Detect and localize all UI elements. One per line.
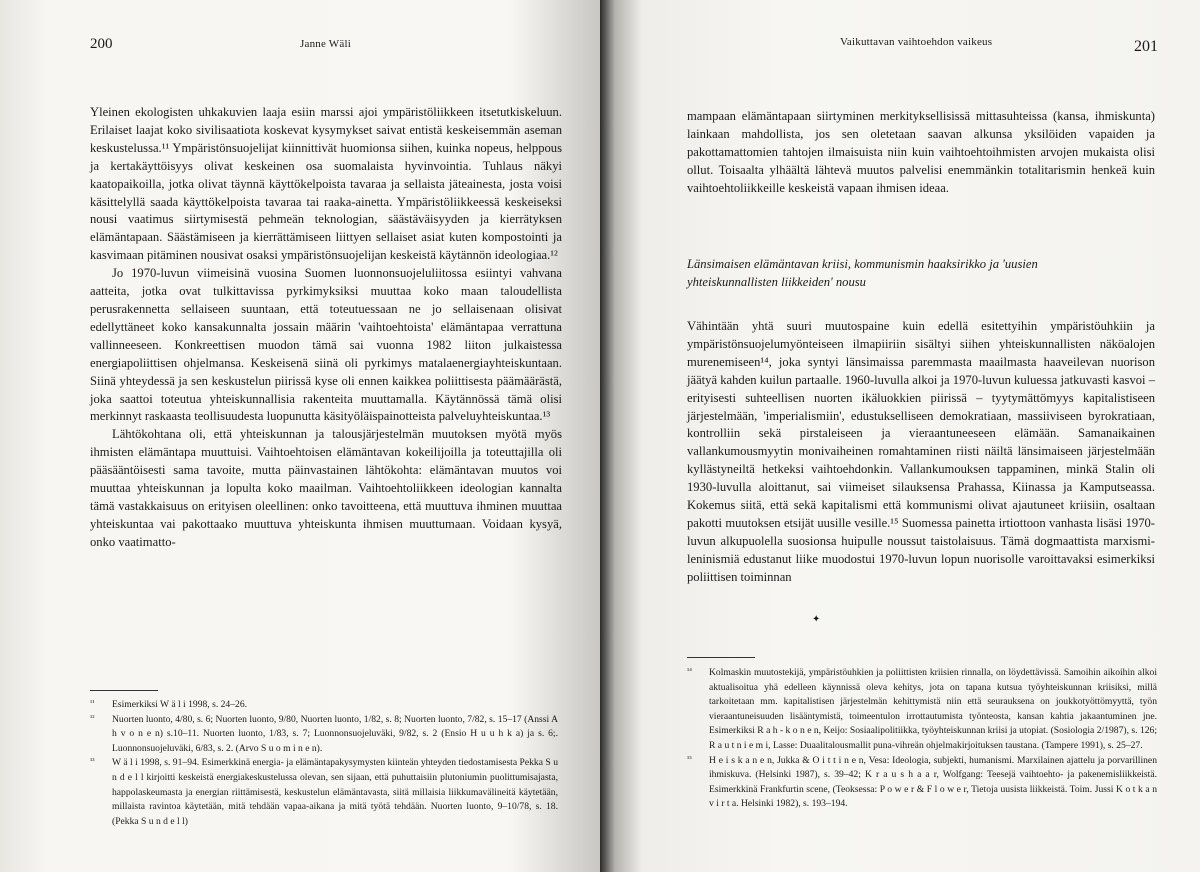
- running-head: Vaikuttavan vaihtoehdon vaikeus: [840, 36, 993, 48]
- footnote-number: ¹²: [90, 712, 95, 722]
- footnote-rule: [90, 690, 158, 691]
- paragraph: Lähtökohtana oli, että yhteiskunnan ja talousjärjestelmän muutoksen myötä myös ihmisten elämäntapa muuttuisi. Vaihtoehtoisen elämäntavan kokeilijoilla ja toteuttajilla oli pääsääntöisesti sama tavoite, mutta päinvastainen lähtökohta: elämäntavan muutos voi muuttaa yhteiskunnan ja lopulta koko maailman. Vaihtoehtoliikkeen ideologian kannalta tämä vastakkaisuus on erityisen oleellinen: onko tavoitteena, että muuttuva ihminen muuttaa yhteiskuntaa vai pakottaako muuttuva yhteiskunta ihmisen muuttumaan. Voidaan kysyä, onko vaatimatto-: [90, 427, 562, 549]
- footnote-rule: [687, 657, 755, 658]
- footnote-text: Esimerkiksi W ä l i 1998, s. 24–26.: [112, 699, 248, 710]
- right-page: [600, 0, 1200, 872]
- paragraph: Yleinen ekologisten uhkakuvien laaja esiin marssi ajoi ympäristöliikkeen itsetutkiskeluun. Erilaiset laajat koko sivilisaatiota koskevat kysymykset saivat entistä keskeisemmän aseman keskustelussa.¹¹ Ympäristönsuojelijat kiinnittivät huomionsa siihen, kuinka nopeus, helppous ja kertakäyttöisyys olivat keskeinen osa suomalaista hyvinvointia. Tuhlaus näkyi kaatopaikoilla, jotka olivat täynnä käyttökelpoista tavaraa ja sellaista jäteainesta, josta voisi käsittelyllä saada käyttökelpoista tavaraa tai raaka-ainetta. Ympäristöliikkeessä keskeiseksi nousi vaatimus siirtymisestä pehmeän teknologian, säästäväisyyden ja kierrätyksen elämäntapaan. Säästämiseen ja kierrättämiseen liittyen sellaiset asiat kuten kompostointi ja kasvimaan pitäminen nousivat osaksi ympäristönsuojelijan keskeistä käytännön ideologiaa.¹²: [90, 105, 562, 263]
- page-number: 200: [90, 36, 113, 52]
- footnote-text: Kolmaskin muutostekijä, ympäristöuhkien ja poliittisten kriisien rinnalla, on löydettävissä. Samoihin aikoihin alkoi aktualisoitua yhä edelleen käynnissä oleva kehitys, jota on tapana kutsua työyhteiskunnan kriisiksi, millä tarkoitetaan mm. kapitalistisen järjestelmän kehittymistä niin että seurauksena on joukkotyöttömyyttä, työn vieraantuneisuuden lisääntymistä, toimeentulon irrottautumista työnteosta, kansan kahtia jakaantuminen jne. Esimerkiksi R a h - k o n e n, Keijo: Sosiaalipolitiikka, työyhteiskunnan kriisi ja utopiat. (Sosiologia 2/1987), s. 126; R a u t n i e m i, Lasse: Duaalitalousmallit puna-vihreän ohjelmakirjoituksen taustana. (Tampere 1991), s. 25–27.: [709, 667, 1157, 751]
- footnote-text: Nuorten luonto, 4/80, s. 6; Nuorten luonto, 9/80, Nuorten luonto, 1/82, s. 8; Nuorten luonto, 7/82, s. 15–17 (Anssi A h v o n e n) s.10–11. Nuorten luonto, 1/83, s. 7; Luonnonsuojeluväki, 9/82, s. 2 (Ensio H u u h k a) ja s. 6;. Luonnonsuojeluväki, 6/83, s. 2. (Arvo S u o m i n e n).: [112, 713, 558, 754]
- footnote: [687, 666, 1157, 754]
- footnote: [90, 713, 558, 757]
- paragraph: mampaan elämäntapaan siirtyminen merkityksellisissä mittasuhteissa (kansa, ihmiskunta) lainkaan mahdollista, jos sen oletetaan saavan alkunsa yksilöiden vapaiden ja pakottamattomien tahtojen ilmaisuista niin kuin vaihtoehtoihmisten arvojen mukaista olisi ollut. Toisaalta ylhäältä lähtevä muutos palvelisi enemmänkin totalitarismin henkeä kuin vaihtoehtoliikkeille keskeistä vapaan ihmisen ideaa.: [687, 109, 1155, 195]
- footnote: [90, 698, 558, 713]
- running-head: Janne Wäli: [300, 38, 351, 50]
- body-text: [687, 318, 1155, 587]
- paragraph: Vähintään yhtä suuri muutospaine kuin edellä esitettyihin ympäristöuhkiin ja ympäristönsuojelumyönteiseen ilmapiiriin sisältyi siihen yhteiskunnallisten näköalojen murenemiseen¹⁴, joka syntyi länsimaissa paremmasta maailmasta haaveilevan nuorison jäätyä kahden kuilun partaalle. 1960-luvulla alkoi ja 1970-luvun kuluessa jatkuvasti kasvoi – erityisesti suhteellisen nuorten ikäluokkien piirissä – tyytymättömyys kapitalistiseen järjestelmään, 'imperialismiin', edustukselliseen demokratiaan, massiiviseen byrokratiaan, kontrolliin sekä pirstaleiseen ja vieraantuneeseen elämään. Samanaikainen vallankumousmyytin monivaiheinen romahtaminen riisti näiltä länsimaiseen järjestelmään kyllästyneiltä hetkeksi vaihtoehdonkin. Vallankumouksen tappaminen, minkä Stalin oli 1930-luvulla aloittanut, sai viimeiset silauksensa Prahassa, Kiinassa ja Kamputseassa. Kokemus siitä, että sekä kapitalismi että kommunismi olivat ajautuneet kriisiin, osaltaan pakotti muutoksen etsijät uusille vesille.¹⁵ Suomessa painetta irtiottoon vanhasta lisäsi 1970-luvun alkupuolella suosionsa huipulle noussut taistolaisuus. Tämä dogmaattista marxismi-leninismiä edustanut liike muodostui 1970-luvun lopun nuorisolle varoittavaksi esimerkiksi poliittisen toiminnan: [687, 319, 1155, 584]
- paragraph: Jo 1970-luvun viimeisinä vuosina Suomen luonnonsuojeluliitossa esiintyi vahvana aatteita, jotka ovat tulkittavissa pyrkimyksiksi muuttaa koko maan taloudellista perusrakennetta sellaiseen suuntaan, että toteutuessaan ne jo sellaisenaan olisivat edellyttäneet koko kansakunnalta jossain määrin 'vaihtoehtoista' elämäntapaa verrattuna vallinneeseen. Konkreettisen muodon tämä sai vuonna 1982 liiton julkaistessa energiapoliittisen ohjelmansa. Keskeisenä siinä oli pyrkimys matalaenergiayhteiskuntaan. Siinä yhteydessä ja sen keskustelun piirissä kyse oli ennen kaikkea poliittisesta päämäärästä, joka saattoi toteutua yhteiskunnallisia rakenteita muuttamalla. Käytännössä tämä olisi merkinnyt raskaasta teollisuudesta luopunutta käsityöläispainotteista palveluyhteiskuntaa.¹³: [90, 266, 562, 424]
- footnote: [687, 754, 1157, 812]
- stray-mark-icon: ✦: [812, 614, 821, 625]
- footnote-number: ¹⁴: [687, 666, 692, 675]
- body-text: [90, 104, 562, 552]
- body-text: [687, 108, 1155, 198]
- footnote-number: ¹³: [90, 756, 95, 766]
- footnote-text: H e i s k a n e n, Jukka & O i t t i n e n, Vesa: Ideologia, subjekti, humanismi. Marxilainen ajattelu ja porvarillinen ihmiskuva. (Helsinki 1987), s. 39–42; K r a u s h a a r, Wolfgang: Teesejä vaihtoehto- ja pakenemisliikkeistä. Esimerkkinä Frankfurtin scene, (Teoksessa: P o w e r & F l o w e r, Tietoja uusista liikkeistä. Toim. Jussi K o t k a n v i r t a. Helsinki 1982), s. 193–194.: [709, 754, 1157, 810]
- section-heading: Länsimaisen elämäntavan kriisi, kommunismin haaksirikko ja 'uusien yhteiskunnallisten liikkeiden' nousu: [687, 257, 1038, 289]
- footnotes: [90, 698, 558, 829]
- footnote: [90, 756, 558, 829]
- footnote-number: ¹¹: [90, 698, 95, 707]
- footnotes: [687, 666, 1157, 812]
- page-number: 201: [1134, 38, 1158, 55]
- footnote-text: W ä l i 1998, s. 91–94. Esimerkkinä energia- ja elämäntapakysymysten kiinteän yhteyden tiedostamisesta Pekka S u n d e l l kirjoitti keskeistä energiakeskustelussa olevan, sen sijaan, että puhuttaisiin plutoniumin puolittumisajasta, happolaskeumasta ja energian riittämisestä, keskustelun elämäntavasta, siitä millaisia liikkumavälineitä käytetään, millaista ravintoa käytetään, mitä tehdään vapaa-aikana ja mitä työtä tehdään. Nuorten luonto, 9–10/78, s. 18. (Pekka S u n d e l l): [112, 757, 558, 827]
- footnote-number: ¹⁵: [687, 753, 692, 763]
